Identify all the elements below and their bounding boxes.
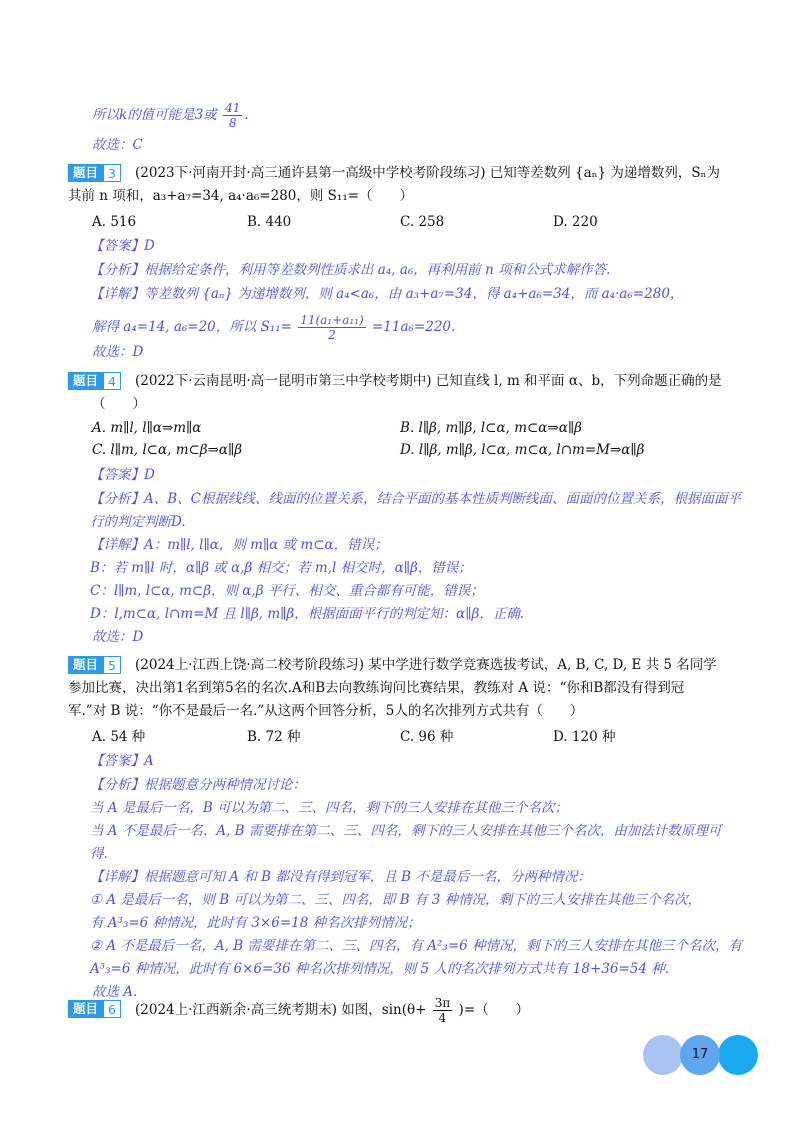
question-5-badge	[68, 656, 121, 674]
q5-detail-line1: 【详解】根据题意可知 A 和 B 都没有得到冠军，且 B 不是最后一名，分两种情况：	[90, 869, 591, 885]
q5-conclusion: 故选 A.	[92, 984, 138, 1000]
q4-detail-line3: C：l∥m, l⊂α, m⊂β，则 α,β 平行、相交、重合都有可能，错误；	[90, 583, 484, 599]
q4-detail-line2: B：若 m∥l 时，α∥β 或 α,β 相交；若 m,l 相交时，α∥β，错误；	[90, 560, 472, 576]
q5-detail-line5: A³₃=6 种情况，此时有 6×6=36 种名次排列情况，则 5 人的名次排列方式共有 18+36=54 种.	[90, 961, 670, 977]
q4-option-d: D. l∥β, m∥β, l⊂α, m⊂α, l∩m=M⇒α∥β	[400, 442, 645, 458]
prev-text-c: 3或	[194, 107, 217, 123]
q4-option-a: A. m∥l, l∥α⇒m∥α	[92, 420, 202, 436]
q3-stem-line1: (2023下·河南开封·高三通许县第一高级中学校考阶段练习) 已知等差数列 {aₙ} 为递增数列，Sₙ为	[135, 165, 721, 181]
q3-stem-line2: 其前 n 项和，a₃+a₇=34, a₄·a₆=280，则 S₁₁=（ ）	[68, 188, 414, 204]
badge-label: 题目	[68, 1000, 103, 1018]
prev-fraction	[223, 102, 242, 129]
q5-analysis-line1: 【分析】根据题意分两种情况讨论：	[90, 777, 306, 793]
q4-analysis-line1: 【分析】A、B、C根据线线、线面的位置关系，结合平面的基本性质判断线面、面面的位置关系，根据面面平	[90, 491, 741, 507]
q3-detail2-a: 解得 a₄=14, a₆=20，所以 S₁₁=	[92, 319, 292, 335]
prev-answer-choice: 故选：C	[92, 137, 143, 153]
badge-label: 题目	[68, 656, 103, 674]
q6-frac-den: 4	[438, 1011, 447, 1025]
q3-conclusion: 故选：D	[92, 344, 144, 360]
q3-frac-den: 2	[328, 328, 336, 342]
q3-detail2-b: =11a₆=220.	[371, 319, 456, 335]
q3-option-c: C. 258	[400, 214, 445, 230]
badge-number: 3	[103, 164, 121, 182]
q3-option-d: D. 220	[553, 214, 598, 230]
q4-answer: 【答案】D	[90, 467, 155, 483]
q5-detail-line3: 有 A³₃=6 种情况，此时有 3×6=18 种名次排列情况；	[90, 915, 421, 931]
q3-detail-line1: 【详解】等差数列 {aₙ} 为递增数列，则 a₄<a₆，由 a₃+a₇=34，得 a₄+a₆=34，而 a₄·a₆=280，	[90, 286, 684, 302]
q4-detail-line4: D：l,m⊂α, l∩m=M 且 l∥β, m∥β，根据面面平行的判定知：α∥β，正确.	[90, 606, 525, 622]
question-3-badge	[68, 164, 121, 182]
prev-conclusion-line	[92, 102, 249, 129]
badge-number: 6	[103, 1000, 121, 1018]
q6-frac-num: 3π	[434, 996, 451, 1010]
q3-analysis: 【分析】根据给定条件，利用等差数列性质求出 a₄, a₆，再利用前 n 项和公式求解作答.	[90, 262, 611, 278]
q5-answer: 【答案】A	[90, 753, 154, 769]
badge-label: 题目	[68, 372, 103, 390]
q3-frac-num: 11(a₁+a₁₁)	[300, 313, 364, 327]
q4-stem-line1: (2022下·云南昆明·高一昆明市第三中学校考期中) 已知直线 l, m 和平面 α、b，下列命题正确的是	[135, 373, 722, 389]
q4-detail-line1: 【详解】A：m∥l, l∥α，则 m∥α 或 m⊂α，错误；	[90, 537, 388, 553]
prev-end: .	[244, 107, 249, 123]
q4-option-c: C. l∥m, l⊂α, m⊂β⇒α∥β	[92, 442, 243, 458]
q5-analysis-line2: 当 A 是最后一名，B 可以为第二、三、四名，剩下的三人安排在其他三个名次；	[90, 800, 569, 816]
prev-text-a: 所以	[92, 107, 119, 123]
q6-stem	[135, 997, 529, 1024]
q4-analysis-line2: 行的判定判断D.	[90, 514, 186, 530]
q5-stem-line3: 军.”对 B 说：“你不是最后一名.”从这两个回答分析，5人的名次排列方式共有（ ）	[68, 703, 584, 719]
q3-option-b: B. 440	[247, 214, 292, 230]
q3-option-a: A. 516	[92, 214, 137, 230]
q4-option-b: B. l∥β, m∥β, l⊂α, m⊂α⇒α∥β	[400, 420, 582, 436]
q6-stem-a: (2024上·江西新余·高三统考期末) 如图，sin(θ+	[135, 1002, 427, 1018]
question-6-badge	[68, 1000, 121, 1018]
question-4-badge	[68, 372, 121, 390]
q5-stem-line2: 参加比赛，决出第1名到第5名的名次.A和B去向教练询问比赛结果，教练对 A 说：“你和B都没有得到冠	[68, 680, 685, 696]
prev-text-b: 的值可能是	[127, 107, 195, 123]
q5-detail-line4: ② A 不是最后一名，A, B 需要排在第二、三、四名，有 A²₃=6 种情况，剩下的三人安排在其他三个名次，有	[90, 938, 743, 954]
q5-stem-line1: (2024上·江西上饶·高二校考阶段练习) 某中学进行数学竞赛选拔考试，A, B, C, D, E 共 5 名同学	[135, 657, 717, 673]
prev-k: k	[119, 107, 128, 123]
q5-option-c: C. 96 种	[400, 729, 454, 745]
q3-answer: 【答案】D	[90, 238, 155, 254]
q5-option-b: B. 72 种	[247, 729, 301, 745]
badge-number: 5	[103, 656, 121, 674]
page-decor-circle-left	[643, 1035, 683, 1075]
page-decor-circle-right	[718, 1035, 758, 1075]
q5-option-d: D. 120 种	[553, 729, 616, 745]
badge-label: 题目	[68, 164, 103, 182]
q4-stem-line2: （ ）	[92, 396, 146, 412]
q5-option-a: A. 54 种	[92, 729, 146, 745]
badge-number: 4	[103, 372, 121, 390]
q5-analysis-line3: 当 A 不是最后一名，A, B 需要排在第二、三、四名，剩下的三人安排在其他三个名次，由加法计数原理可	[90, 823, 722, 839]
q5-detail-line2: ① A 是最后一名，则 B 可以为第二、三、四名，即 B 有 3 种情况，剩下的三人安排在其他三个名次，	[90, 892, 702, 908]
q3-detail-line2	[92, 314, 455, 341]
page-number: 17	[680, 1035, 720, 1075]
q4-conclusion: 故选：D	[92, 629, 144, 645]
q6-fraction	[433, 997, 453, 1024]
prev-frac-den: 8	[228, 116, 237, 130]
q5-analysis-line4: 得.	[90, 846, 108, 862]
prev-frac-num: 41	[225, 101, 241, 115]
q3-fraction	[298, 314, 365, 341]
q6-stem-b: )=（ ）	[458, 1002, 530, 1018]
